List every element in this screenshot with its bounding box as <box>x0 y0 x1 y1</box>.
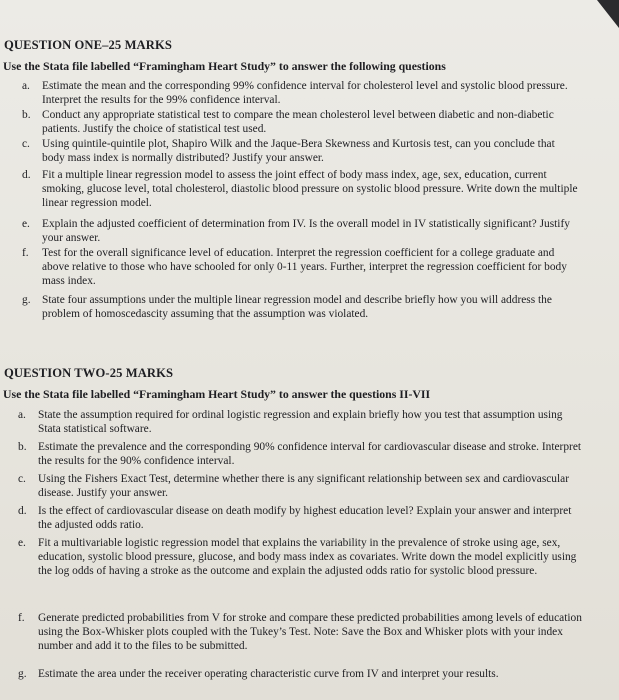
item-letter: c. <box>22 138 30 150</box>
question-one-item-g <box>22 294 579 322</box>
item-letter: e. <box>22 218 30 230</box>
question-one-item-e <box>22 218 579 246</box>
question-one-item-d <box>22 169 579 211</box>
question-one-instructions: Use the Stata file labelled “Framingham Heart Study” to answer the following questions <box>3 59 446 73</box>
question-two-item-e <box>18 537 583 579</box>
item-text: Estimate the area under the receiver operating characteristic curve from IV and interpret your results. <box>38 668 499 680</box>
question-one-title: QUESTION ONE–25 MARKS <box>4 38 172 52</box>
photo-dark-corner <box>597 0 619 28</box>
question-one-item-c <box>22 138 579 166</box>
item-letter: a. <box>22 80 30 92</box>
item-letter: f. <box>18 612 25 624</box>
item-text: State four assumptions under the multiple linear regression model and describe briefly how you will address the problem of homoscedascity assuming that the assumption was violated. <box>42 294 552 320</box>
item-letter: d. <box>22 169 31 181</box>
item-text: Test for the overall significance level of education. Interpret the regression coefficient for a college graduate and above relative to those who have schooled for only 0-11 years. Further, interpret the regression coefficient for body mass index. <box>42 247 567 287</box>
item-text: State the assumption required for ordinal logistic regression and explain briefly how you test that assumption using Stata statistical software. <box>38 409 563 435</box>
item-text: Using the Fishers Exact Test, determine whether there is any significant relationship between sex and cardiovascular disease. Justify your answer. <box>38 473 570 499</box>
question-two-item-g <box>18 668 583 682</box>
question-two-title: QUESTION TWO-25 MARKS <box>4 366 174 380</box>
item-letter: b. <box>18 441 27 453</box>
item-text: Estimate the mean and the corresponding 99% confidence interval for cholesterol level and systolic blood pressure. Interpret the results for the 99% confidence interval. <box>42 80 568 106</box>
question-two-item-d <box>18 505 583 533</box>
item-text: Conduct any appropriate statistical test to compare the mean cholesterol level between diabetic and non-diabetic patients. Justify the choice of statistical test used. <box>42 109 554 135</box>
question-one-item-f <box>22 247 579 289</box>
question-two-item-f <box>18 612 583 654</box>
item-text: Generate predicted probabilities from V for stroke and compare these predicted probabilities among levels of education using the Box-Whisker plots coupled with the Tukey’s Test. Note: Save the Box and Whisker plots with your index number and add it to the files to be submitted. <box>38 612 582 652</box>
item-text: Using quintile-quintile plot, Shapiro Wilk and the Jaque-Bera Skewness and Kurtosis test, can you conclude that body mass index is normally distributed? Justify your answer. <box>42 138 555 164</box>
item-letter: g. <box>18 668 27 680</box>
item-letter: a. <box>18 409 26 421</box>
item-text: Explain the adjusted coefficient of determination from IV. Is the overall model in IV statistically significant? Justify your answer. <box>42 218 570 244</box>
question-one-item-b <box>22 109 579 137</box>
item-text: Estimate the prevalence and the corresponding 90% confidence interval for cardiovascular disease and stroke. Interpret the results for the 90% confidence interval. <box>38 441 582 467</box>
item-text: Is the effect of cardiovascular disease on death modify by highest education level? Explain your answer and interpret the adjusted odds ratio. <box>38 505 572 531</box>
item-letter: c. <box>18 473 26 485</box>
question-two-item-c <box>18 473 583 501</box>
question-two-item-a <box>18 409 583 437</box>
item-text: Fit a multivariable logistic regression model that explains the variability in the prevalence of stroke using age, sex, education, systolic blood pressure, glucose, and body mass index as covariates. Write down the model explicitly using the log odds of having a stroke as the outcome and explain the adjusted odds ratio for systolic blood pressure. <box>38 537 577 577</box>
question-two-instructions: Use the Stata file labelled “Framingham Heart Study” to answer the questions II-VII <box>3 387 431 401</box>
item-letter: e. <box>18 537 26 549</box>
item-letter: f. <box>22 247 29 259</box>
question-one-item-a <box>22 80 579 108</box>
item-letter: g. <box>22 294 31 306</box>
item-letter: b. <box>22 109 31 121</box>
item-letter: d. <box>18 505 27 517</box>
item-text: Fit a multiple linear regression model to assess the joint effect of body mass index, age, sex, education, current smoking, glucose level, total cholesterol, diastolic blood pressure on systolic blood pressure. Write down the multiple linear regression model. <box>42 169 578 209</box>
question-two-item-b <box>18 441 583 469</box>
